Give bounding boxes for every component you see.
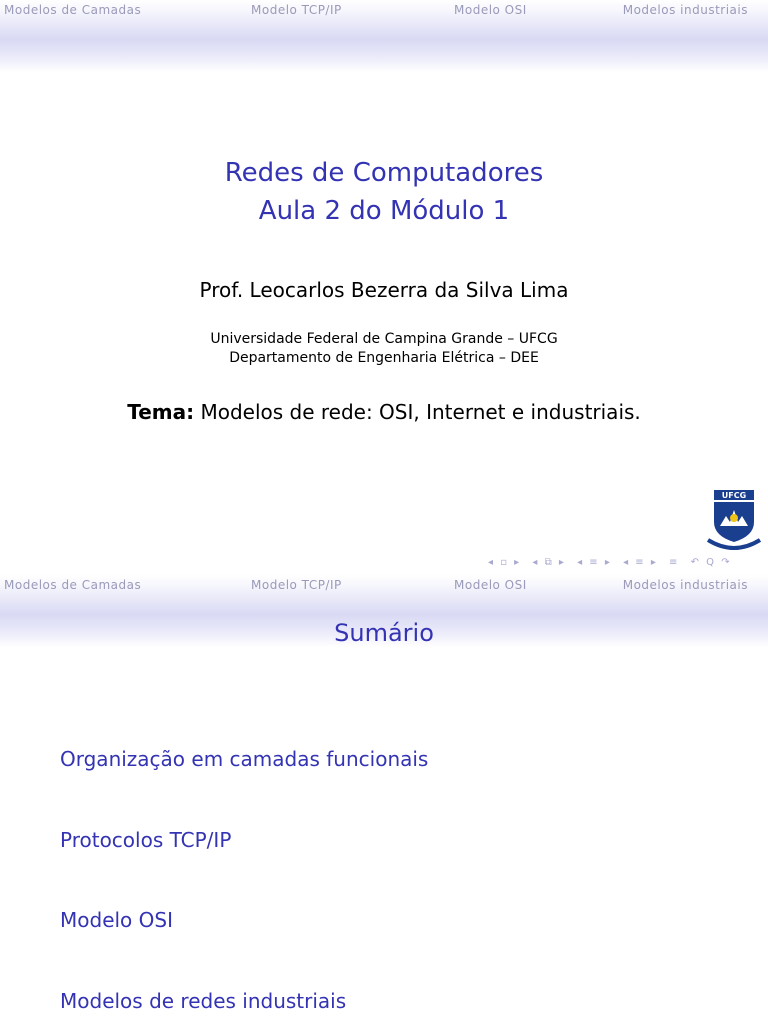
nav-item-modelos-industriais[interactable]: Modelos industriais — [622, 3, 748, 17]
nav-item-modelos-de-camadas[interactable]: Modelos de Camadas — [4, 3, 142, 17]
title-line-1: Redes de Computadores — [224, 158, 544, 188]
nav-section-icon[interactable]: ◂ ≡ ▸ — [577, 557, 612, 568]
nav-item-modelo-osi[interactable]: Modelo OSI — [454, 578, 527, 592]
nav-subsection-icon[interactable]: ◂ ⧉ ▸ — [532, 557, 566, 568]
beamer-navigation[interactable] — [488, 557, 738, 568]
nav-item-modelos-industriais[interactable]: Modelos industriais — [622, 578, 748, 592]
toc-item-camadas[interactable]: Organização em camadas funcionais — [60, 747, 429, 771]
summary-slide — [0, 575, 768, 1024]
section-navbar — [0, 0, 768, 72]
nav-document-icon[interactable]: ◂ ≡ ▸ — [623, 557, 658, 568]
ufcg-logo — [706, 488, 762, 554]
nav-frame-icon[interactable]: ◂ ▫ ▸ — [488, 557, 522, 568]
tema-text: Modelos de rede: OSI, Internet e industriais. — [194, 400, 641, 424]
author: Prof. Leocarlos Bezerra da Silva Lima — [199, 278, 569, 302]
nav-item-modelo-tcp-ip[interactable]: Modelo TCP/IP — [251, 3, 342, 17]
institution — [0, 330, 768, 368]
tema-label: Tema: — [127, 400, 195, 424]
nav-item-modelos-de-camadas[interactable]: Modelos de Camadas — [4, 578, 142, 592]
nav-item-modelo-tcp-ip[interactable]: Modelo TCP/IP — [251, 578, 342, 592]
toc-item-osi[interactable]: Modelo OSI — [60, 908, 173, 932]
logo-text: UFCG — [721, 491, 747, 500]
tema — [0, 400, 768, 424]
slide-title: Sumário — [334, 619, 434, 647]
toc-item-industriais[interactable]: Modelos de redes industriais — [60, 989, 347, 1013]
institution-line-2: Departamento de Engenharia Elétrica – DEE — [229, 350, 539, 366]
nav-search-icon[interactable]: ↶ Q ↷ — [690, 557, 732, 568]
nav-item-modelo-osi[interactable]: Modelo OSI — [454, 3, 527, 17]
nav-appendix-icon[interactable]: ≡ — [669, 557, 680, 568]
institution-line-1: Universidade Federal de Campina Grande – UFCG — [210, 331, 558, 347]
presentation-title — [0, 154, 768, 230]
title-line-2: Aula 2 do Módulo 1 — [258, 196, 510, 226]
toc-item-tcp-ip[interactable]: Protocolos TCP/IP — [60, 828, 232, 852]
